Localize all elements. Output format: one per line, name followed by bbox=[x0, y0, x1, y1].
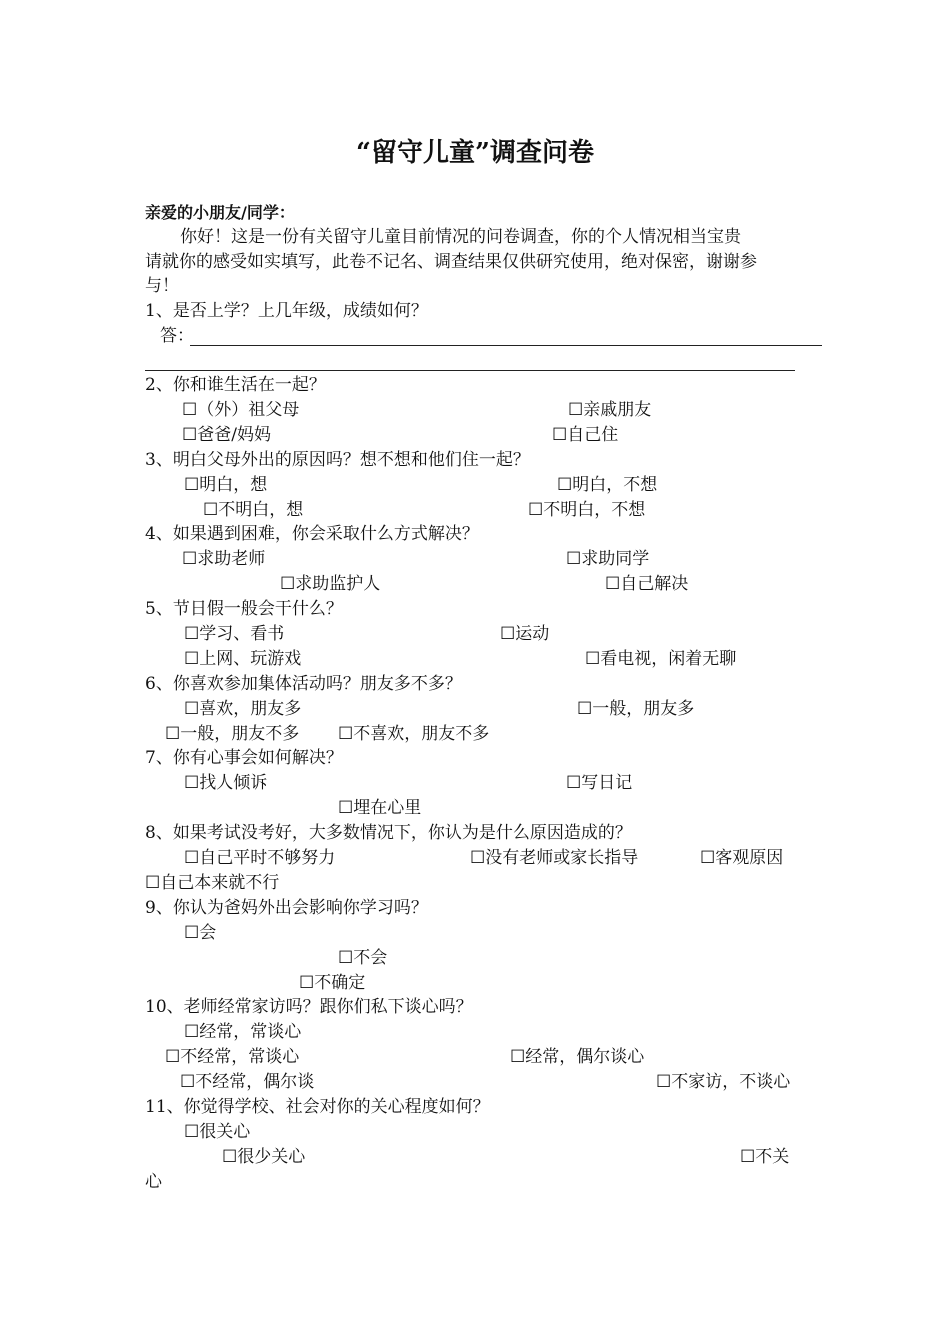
intro-line: 请就你的感受如实填写，此卷不记名、调查结果仅供研究使用，绝对保密，谢谢参 bbox=[145, 252, 757, 272]
option-checkbox[interactable]: ☐求助老师 bbox=[182, 549, 266, 569]
option-checkbox[interactable]: ☐不明白，不想 bbox=[528, 500, 646, 520]
question-2: 2、你和谁生活在一起？ bbox=[145, 375, 326, 395]
option-checkbox[interactable]: ☐不经常，常谈心 bbox=[165, 1047, 300, 1067]
option-checkbox[interactable]: ☐运动 bbox=[500, 624, 550, 644]
option-checkbox[interactable]: ☐学习、看书 bbox=[184, 624, 285, 644]
option-checkbox[interactable]: ☐很少关心 bbox=[222, 1147, 306, 1167]
question-3: 3、明白父母外出的原因吗？想不想和他们住一起？ bbox=[145, 450, 530, 470]
option-checkbox[interactable]: ☐不经常，偶尔谈 bbox=[180, 1072, 315, 1092]
option-checkbox[interactable]: ☐一般，朋友多 bbox=[577, 699, 695, 719]
option-checkbox[interactable]: ☐喜欢，朋友多 bbox=[184, 699, 302, 719]
option-checkbox[interactable]: ☐客观原因 bbox=[700, 848, 784, 868]
question-9: 9、你认为爸妈外出会影响你学习吗？ bbox=[145, 898, 428, 918]
option-checkbox[interactable]: ☐亲戚朋友 bbox=[568, 400, 652, 420]
greeting: 亲爱的小朋友/同学： bbox=[145, 203, 295, 222]
option-checkbox[interactable]: ☐自己本来就不行 bbox=[145, 873, 280, 893]
option-continuation: 心 bbox=[145, 1172, 162, 1192]
option-checkbox[interactable]: ☐自己解决 bbox=[605, 574, 689, 594]
question-6: 6、你喜欢参加集体活动吗？朋友多不多？ bbox=[145, 674, 462, 694]
question-11: 11、你觉得学校、社会对你的关心程度如何？ bbox=[145, 1097, 490, 1117]
option-checkbox[interactable]: ☐不关 bbox=[740, 1147, 790, 1167]
option-checkbox[interactable]: ☐不明白，想 bbox=[203, 500, 304, 520]
option-checkbox[interactable]: ☐上网、玩游戏 bbox=[184, 649, 302, 669]
question-1: 1、是否上学？上几年级，成绩如何？ bbox=[145, 301, 428, 321]
question-7: 7、你有心事会如何解决？ bbox=[145, 748, 343, 768]
option-checkbox[interactable]: ☐很关心 bbox=[184, 1122, 251, 1142]
option-checkbox[interactable]: ☐不确定 bbox=[299, 973, 366, 993]
option-checkbox[interactable]: ☐写日记 bbox=[566, 773, 633, 793]
option-checkbox[interactable]: ☐埋在心里 bbox=[338, 798, 422, 818]
question-8: 8、如果考试没考好，大多数情况下，你认为是什么原因造成的？ bbox=[145, 823, 632, 843]
intro-line: 你好！这是一份有关留守儿童目前情况的问卷调查，你的个人情况相当宝贵 bbox=[180, 227, 741, 247]
option-checkbox[interactable]: ☐经常，常谈心 bbox=[184, 1022, 302, 1042]
option-checkbox[interactable]: ☐没有老师或家长指导 bbox=[470, 848, 639, 868]
answer-line[interactable] bbox=[145, 370, 795, 371]
option-checkbox[interactable]: ☐会 bbox=[184, 923, 217, 943]
option-checkbox[interactable]: ☐求助监护人 bbox=[280, 574, 381, 594]
option-checkbox[interactable]: ☐自己平时不够努力 bbox=[184, 848, 336, 868]
question-5: 5、节日假一般会干什么？ bbox=[145, 599, 343, 619]
question-4: 4、如果遇到困难，你会采取什么方式解决？ bbox=[145, 524, 479, 544]
option-checkbox[interactable]: ☐一般，朋友不多 bbox=[165, 724, 300, 744]
option-checkbox[interactable]: ☐找人倾诉 bbox=[184, 773, 268, 793]
option-checkbox[interactable]: ☐不家访，不谈心 bbox=[656, 1072, 791, 1092]
question-10: 10、老师经常家访吗？跟你们私下谈心吗？ bbox=[145, 997, 473, 1017]
option-checkbox[interactable]: ☐不会 bbox=[338, 948, 388, 968]
page-title: “留守儿童”调查问卷 bbox=[356, 138, 594, 168]
option-checkbox[interactable]: ☐（外）祖父母 bbox=[182, 400, 300, 420]
option-checkbox[interactable]: ☐看电视，闲着无聊 bbox=[585, 649, 737, 669]
option-checkbox[interactable]: ☐经常，偶尔谈心 bbox=[510, 1047, 645, 1067]
option-checkbox[interactable]: ☐明白，想 bbox=[184, 475, 268, 495]
option-checkbox[interactable]: ☐自己住 bbox=[552, 425, 619, 445]
option-checkbox[interactable]: ☐求助同学 bbox=[566, 549, 650, 569]
answer-line[interactable] bbox=[190, 345, 822, 346]
option-checkbox[interactable]: ☐明白，不想 bbox=[557, 475, 658, 495]
answer-label: 答： bbox=[160, 326, 194, 346]
option-checkbox[interactable]: ☐爸爸/妈妈 bbox=[182, 425, 271, 445]
option-checkbox[interactable]: ☐不喜欢，朋友不多 bbox=[338, 724, 490, 744]
intro-line: 与！ bbox=[145, 276, 179, 296]
